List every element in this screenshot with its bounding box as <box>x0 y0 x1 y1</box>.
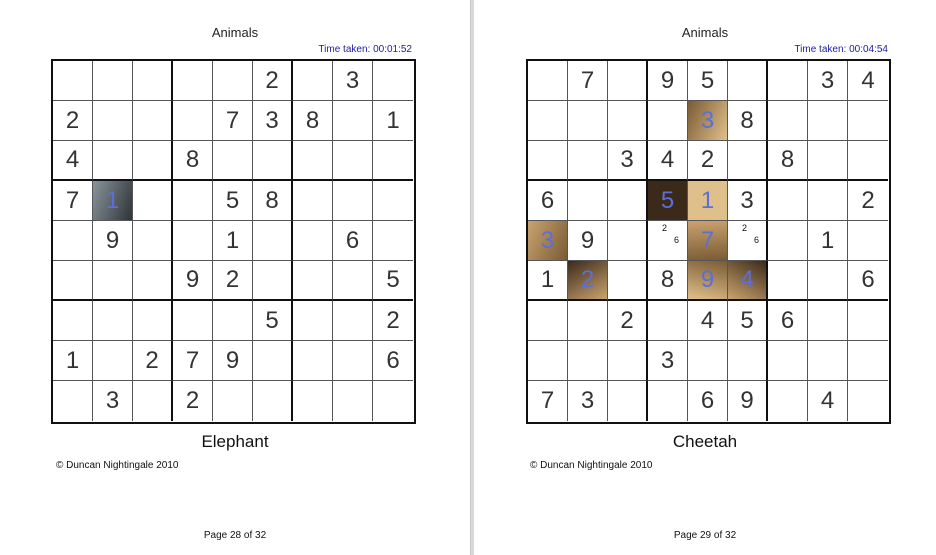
sudoku-cell[interactable]: 4 <box>688 301 728 341</box>
animal-name: Cheetah <box>672 432 738 451</box>
sudoku-cell[interactable]: 3 <box>808 61 848 101</box>
sudoku-cell[interactable]: 8 <box>293 101 333 141</box>
cell-value: 5 <box>660 186 675 214</box>
sudoku-cell[interactable] <box>133 301 173 341</box>
sudoku-cell[interactable] <box>648 221 688 261</box>
sudoku-cell[interactable] <box>93 61 133 101</box>
sudoku-cell[interactable]: 9 <box>648 61 688 101</box>
sudoku-cell[interactable]: 6 <box>373 341 413 381</box>
sudoku-cell[interactable]: 2 <box>688 141 728 181</box>
sudoku-cell[interactable]: 9 <box>728 381 768 421</box>
sudoku-cell[interactable] <box>373 141 413 181</box>
sudoku-cell[interactable] <box>728 141 768 181</box>
sudoku-cell[interactable] <box>688 181 728 221</box>
sudoku-cell[interactable]: 6 <box>848 261 888 301</box>
sudoku-cell[interactable] <box>648 101 688 141</box>
sudoku-cell[interactable]: 8 <box>728 101 768 141</box>
cell-value: 4 <box>740 266 754 293</box>
sudoku-cell[interactable] <box>253 381 293 421</box>
sudoku-cell[interactable] <box>333 301 373 341</box>
sudoku-cell[interactable] <box>808 341 848 381</box>
sudoku-cell[interactable]: 6 <box>768 301 808 341</box>
sudoku-cell[interactable]: 4 <box>848 61 888 101</box>
sudoku-cell[interactable]: 6 <box>688 381 728 421</box>
sudoku-cell[interactable] <box>648 181 688 221</box>
sudoku-cell[interactable]: 7 <box>53 181 93 221</box>
sudoku-cell[interactable] <box>528 101 568 141</box>
sudoku-cell[interactable]: 2 <box>53 101 93 141</box>
sudoku-cell[interactable] <box>213 141 253 181</box>
sudoku-cell[interactable] <box>253 341 293 381</box>
sudoku-cell[interactable]: 5 <box>253 301 293 341</box>
sudoku-cell[interactable]: 2 <box>133 341 173 381</box>
sudoku-cell[interactable] <box>848 221 888 261</box>
sudoku-cell[interactable] <box>808 141 848 181</box>
sudoku-cell[interactable] <box>768 101 808 141</box>
sudoku-cell[interactable] <box>293 341 333 381</box>
sudoku-cell[interactable]: 3 <box>568 381 608 421</box>
sudoku-cell[interactable] <box>133 101 173 141</box>
sudoku-cell[interactable] <box>93 141 133 181</box>
sudoku-cell[interactable] <box>133 381 173 421</box>
sudoku-cell[interactable] <box>528 221 568 261</box>
sudoku-cell[interactable]: 7 <box>568 61 608 101</box>
sudoku-cell[interactable] <box>133 61 173 101</box>
sudoku-cell[interactable] <box>568 301 608 341</box>
sudoku-cell[interactable] <box>848 141 888 181</box>
sudoku-cell[interactable]: 3 <box>93 381 133 421</box>
sudoku-cell[interactable] <box>253 141 293 181</box>
cell-value: 2 <box>580 266 595 293</box>
sudoku-cell[interactable] <box>688 341 728 381</box>
sudoku-cell[interactable] <box>608 181 648 221</box>
sudoku-cell[interactable] <box>648 381 688 421</box>
sudoku-cell[interactable]: 2 <box>848 181 888 221</box>
pencil-mark: 6 <box>674 235 680 245</box>
sudoku-cell[interactable] <box>333 341 373 381</box>
sudoku-cell[interactable] <box>293 381 333 421</box>
sudoku-cell[interactable]: 2 <box>173 381 213 421</box>
cell-value: 1 <box>700 186 715 214</box>
cell-value: 1 <box>105 186 120 214</box>
sudoku-cell[interactable] <box>373 61 413 101</box>
sudoku-cell[interactable] <box>133 261 173 301</box>
sudoku-cell[interactable] <box>173 221 213 261</box>
sudoku-cell[interactable] <box>293 61 333 101</box>
sudoku-cell[interactable] <box>608 61 648 101</box>
sudoku-cell[interactable] <box>568 141 608 181</box>
sudoku-cell[interactable]: 9 <box>173 261 213 301</box>
sudoku-cell[interactable] <box>213 381 253 421</box>
sudoku-cell[interactable] <box>848 101 888 141</box>
sudoku-cell[interactable] <box>173 181 213 221</box>
time-taken: Time taken: 00:01:52 <box>318 44 412 55</box>
sudoku-cell[interactable] <box>768 181 808 221</box>
sudoku-cell[interactable]: 4 <box>648 141 688 181</box>
sudoku-cell[interactable]: 8 <box>768 141 808 181</box>
sudoku-cell[interactable] <box>333 101 373 141</box>
sudoku-cell[interactable]: 7 <box>213 101 253 141</box>
sudoku-cell[interactable] <box>728 261 768 301</box>
sudoku-cell[interactable]: 7 <box>528 381 568 421</box>
right-page <box>474 0 936 555</box>
sudoku-cell[interactable]: 8 <box>173 141 213 181</box>
sudoku-cell[interactable] <box>333 381 373 421</box>
sudoku-cell[interactable]: 2 <box>253 61 293 101</box>
sudoku-cell[interactable] <box>93 261 133 301</box>
sudoku-grid-elephant[interactable] <box>51 59 416 424</box>
sudoku-cell[interactable] <box>808 261 848 301</box>
sudoku-cell[interactable] <box>253 261 293 301</box>
sudoku-cell[interactable] <box>768 61 808 101</box>
sudoku-cell[interactable]: 3 <box>648 341 688 381</box>
sudoku-cell[interactable] <box>528 301 568 341</box>
pencil-mark: 6 <box>754 235 760 245</box>
sudoku-cell[interactable] <box>373 221 413 261</box>
sudoku-cell[interactable]: 4 <box>808 381 848 421</box>
sudoku-cell[interactable]: 3 <box>728 181 768 221</box>
sudoku-cell[interactable]: 5 <box>728 301 768 341</box>
sudoku-cell[interactable]: 5 <box>213 181 253 221</box>
sudoku-cell[interactable] <box>53 381 93 421</box>
sudoku-cell[interactable] <box>608 221 648 261</box>
sudoku-cell[interactable]: 5 <box>688 61 728 101</box>
sudoku-cell[interactable]: 9 <box>213 341 253 381</box>
sudoku-cell[interactable] <box>293 261 333 301</box>
copyright: © Duncan Nightingale 2010 <box>530 460 653 471</box>
cell-value: 9 <box>700 266 715 293</box>
sudoku-cell[interactable] <box>608 381 648 421</box>
sudoku-cell[interactable] <box>768 261 808 301</box>
sudoku-cell[interactable] <box>213 301 253 341</box>
sudoku-cell[interactable]: 7 <box>173 341 213 381</box>
sudoku-cell[interactable] <box>93 101 133 141</box>
sudoku-cell[interactable] <box>568 181 608 221</box>
sudoku-cell[interactable] <box>293 301 333 341</box>
sudoku-cell[interactable] <box>373 381 413 421</box>
sudoku-cell[interactable] <box>293 181 333 221</box>
sudoku-cell[interactable] <box>213 61 253 101</box>
sudoku-cell[interactable]: 2 <box>608 301 648 341</box>
sudoku-cell[interactable] <box>93 341 133 381</box>
sudoku-cell[interactable]: 8 <box>648 261 688 301</box>
sudoku-cell[interactable] <box>728 221 768 261</box>
sudoku-cell[interactable] <box>568 341 608 381</box>
sudoku-cell[interactable] <box>333 141 373 181</box>
sudoku-cell[interactable] <box>848 301 888 341</box>
sudoku-cell[interactable] <box>808 101 848 141</box>
sudoku-cell[interactable] <box>688 261 728 301</box>
sudoku-cell[interactable] <box>568 101 608 141</box>
sudoku-cell[interactable] <box>93 301 133 341</box>
sudoku-cell[interactable] <box>173 101 213 141</box>
sudoku-cell[interactable] <box>848 381 888 421</box>
sudoku-cell[interactable] <box>688 221 728 261</box>
page-number: Page 29 of 32 <box>673 530 737 541</box>
sudoku-cell[interactable] <box>528 341 568 381</box>
sudoku-cell[interactable] <box>648 301 688 341</box>
sudoku-cell[interactable] <box>568 261 608 301</box>
pencil-mark: 2 <box>742 223 748 233</box>
page-number: Page 28 of 32 <box>203 530 267 541</box>
page-title: Animals <box>211 25 259 40</box>
sudoku-cell[interactable] <box>133 221 173 261</box>
sudoku-cell[interactable] <box>133 181 173 221</box>
sudoku-cell[interactable]: 8 <box>253 181 293 221</box>
sudoku-cell[interactable]: 3 <box>608 141 648 181</box>
sudoku-cell[interactable] <box>53 301 93 341</box>
sudoku-cell[interactable]: 1 <box>373 101 413 141</box>
sudoku-cell[interactable]: 9 <box>93 221 133 261</box>
sudoku-cell[interactable] <box>688 101 728 141</box>
sudoku-cell[interactable] <box>608 261 648 301</box>
sudoku-cell[interactable]: 4 <box>53 141 93 181</box>
sudoku-cell[interactable]: 1 <box>528 261 568 301</box>
sudoku-cell[interactable]: 1 <box>808 221 848 261</box>
sudoku-cell[interactable] <box>333 261 373 301</box>
sudoku-cell[interactable] <box>528 61 568 101</box>
sudoku-cell[interactable]: 1 <box>213 221 253 261</box>
sudoku-cell[interactable] <box>848 341 888 381</box>
sudoku-cell[interactable] <box>173 301 213 341</box>
sudoku-cell[interactable]: 3 <box>253 101 293 141</box>
sudoku-cell[interactable] <box>253 221 293 261</box>
sudoku-cell[interactable]: 2 <box>373 301 413 341</box>
animal-name: Elephant <box>201 432 269 451</box>
cell-value: 3 <box>540 226 555 254</box>
sudoku-cell[interactable]: 3 <box>333 61 373 101</box>
sudoku-cell[interactable] <box>293 221 333 261</box>
page-title: Animals <box>681 25 729 40</box>
sudoku-cell[interactable]: 6 <box>333 221 373 261</box>
sudoku-cell[interactable]: 6 <box>528 181 568 221</box>
sudoku-cell[interactable] <box>608 341 648 381</box>
sudoku-cell[interactable] <box>333 181 373 221</box>
pencil-mark: 2 <box>662 223 668 233</box>
sudoku-cell[interactable] <box>768 341 808 381</box>
sudoku-cell[interactable] <box>808 301 848 341</box>
sudoku-cell[interactable] <box>173 61 213 101</box>
sudoku-cell[interactable] <box>53 261 93 301</box>
sudoku-cell[interactable]: 9 <box>568 221 608 261</box>
sudoku-cell[interactable] <box>808 181 848 221</box>
sudoku-cell[interactable] <box>53 61 93 101</box>
cell-value: 7 <box>700 226 715 254</box>
sudoku-cell[interactable] <box>293 141 333 181</box>
sudoku-cell[interactable] <box>373 181 413 221</box>
sudoku-cell[interactable] <box>53 221 93 261</box>
sudoku-cell[interactable]: 5 <box>373 261 413 301</box>
time-taken: Time taken: 00:04:54 <box>794 44 888 55</box>
sudoku-cell[interactable] <box>133 141 173 181</box>
sudoku-cell[interactable]: 2 <box>213 261 253 301</box>
sudoku-cell[interactable] <box>768 221 808 261</box>
cell-value: 3 <box>700 106 715 134</box>
sudoku-cell[interactable] <box>728 341 768 381</box>
copyright: © Duncan Nightingale 2010 <box>56 460 179 471</box>
sudoku-cell[interactable] <box>528 141 568 181</box>
sudoku-cell[interactable] <box>768 381 808 421</box>
sudoku-cell[interactable] <box>728 61 768 101</box>
sudoku-cell[interactable]: 1 <box>53 341 93 381</box>
sudoku-cell[interactable] <box>93 181 133 221</box>
sudoku-grid-cheetah[interactable] <box>526 59 891 424</box>
sudoku-cell[interactable] <box>608 101 648 141</box>
